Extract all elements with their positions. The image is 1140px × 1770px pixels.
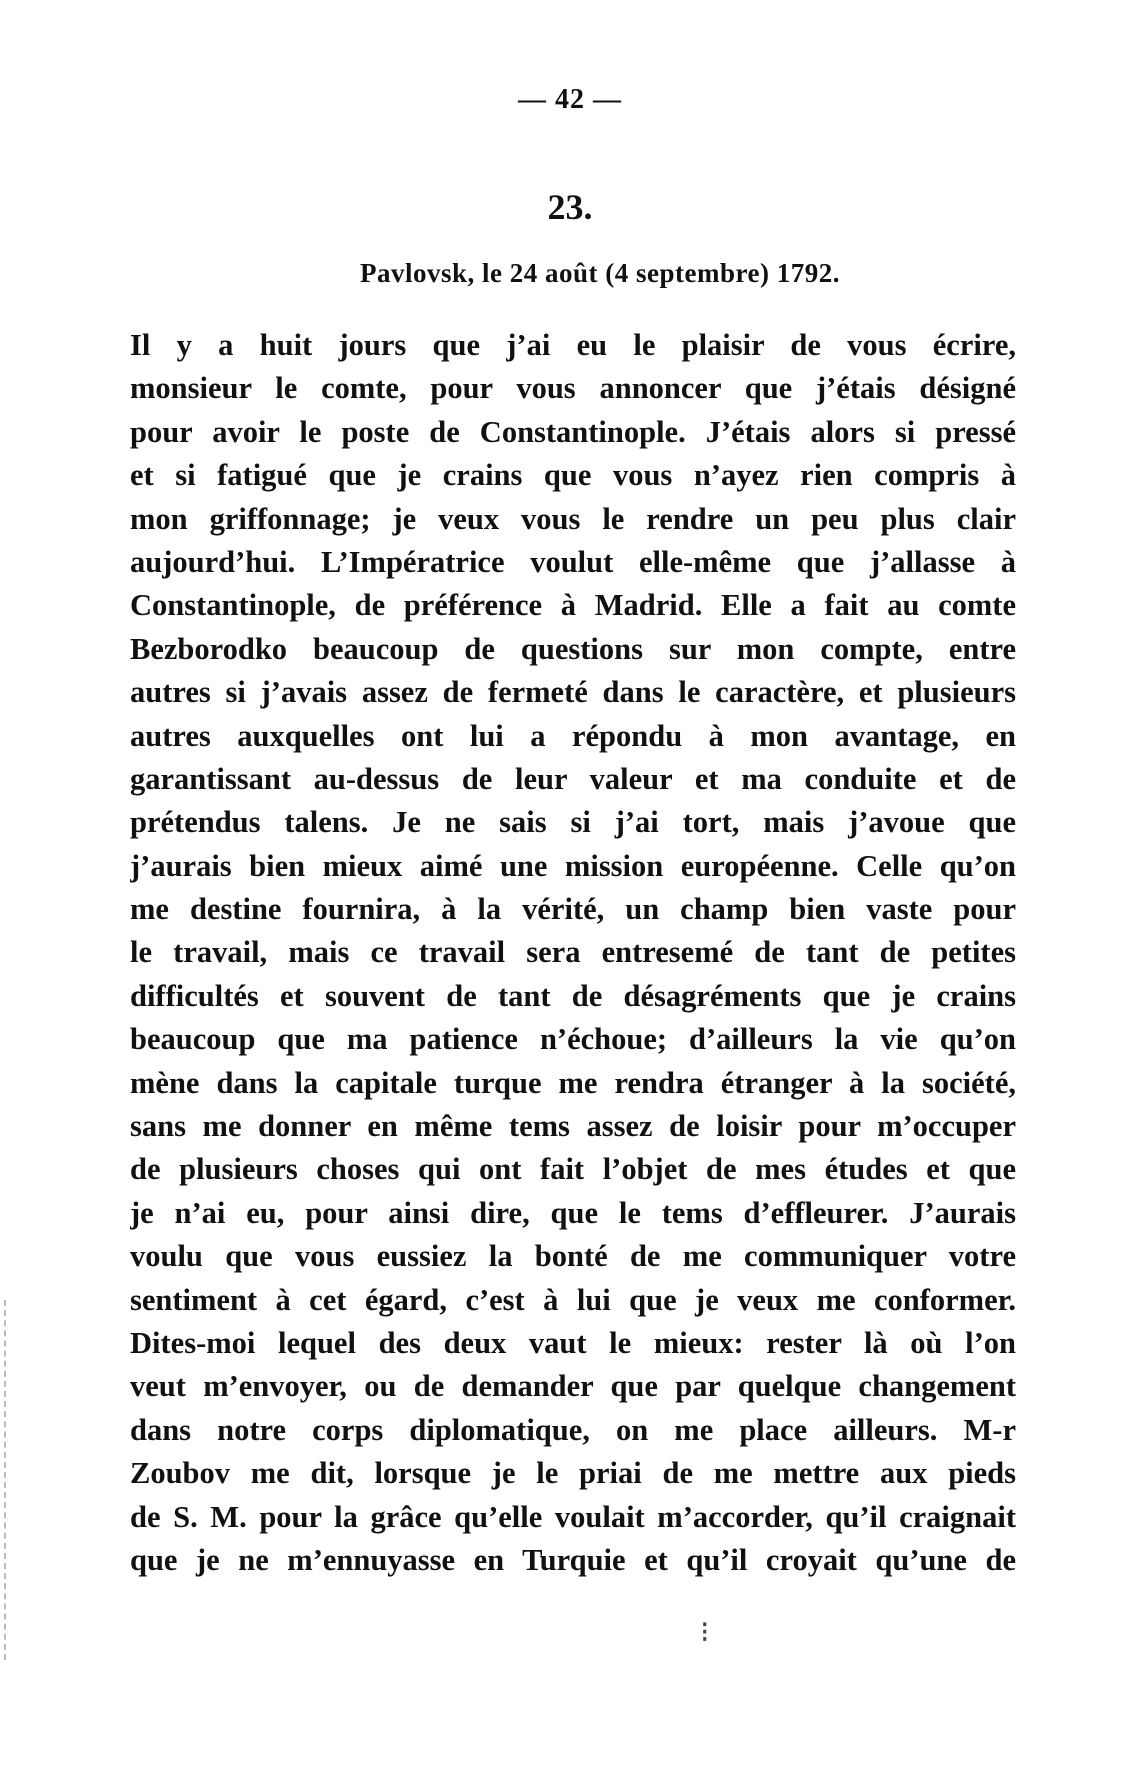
text-line: Constantinople, de préférence à Madrid. Elle a fait au comte	[130, 588, 1016, 623]
text-line: sentiment à cet égard, c’est à lui que je veux me conformer.	[130, 1282, 1016, 1317]
text-line: sans me donner en même tems assez de loisir pour m’occuper	[130, 1109, 1016, 1144]
text-line: dans notre corps diplomatique, on me place ailleurs. M-r	[130, 1412, 1016, 1447]
scan-margin-mark	[4, 1300, 7, 1660]
text-line: Il y a huit jours que j’ai eu le plaisir de vous écrire,	[130, 328, 1016, 362]
text-line: le travail, mais ce travail sera entresemé de tant de petites	[130, 935, 1016, 970]
scan-speck: ⁝	[700, 1616, 710, 1649]
text-line: difficultés et souvent de tant de désagréments que je crains	[130, 978, 1016, 1013]
letter-body	[130, 324, 1016, 1582]
text-line: prétendus talens. Je ne sais si j’ai tort, mais j’avoue que	[130, 805, 1016, 840]
text-line: Bezborodko beaucoup de questions sur mon compte, entre	[130, 631, 1016, 666]
text-line: de plusieurs choses qui ont fait l’objet de mes études et que	[130, 1152, 1016, 1187]
text-line: monsieur le comte, pour vous annoncer que j’étais désigné	[130, 371, 1016, 406]
text-line: Dites-moi lequel des deux vaut le mieux: rester là où l’on	[130, 1325, 1016, 1360]
page-number: — 42 —	[518, 84, 622, 115]
text-line: de S. M. pour la grâce qu’elle voulait m’accorder, qu’il craignait	[130, 1499, 1016, 1534]
text-line: aujourd’hui. L’Impératrice voulut elle-même que j’allasse à	[130, 544, 1016, 579]
text-line: beaucoup que ma patience n’échoue; d’ailleurs la vie qu’on	[130, 1022, 1016, 1057]
text-line: j’aurais bien mieux aimé une mission européenne. Celle qu’on	[130, 848, 1016, 883]
text-line: pour avoir le poste de Constantinople. J’étais alors si pressé	[130, 414, 1016, 449]
text-line: mène dans la capitale turque me rendra étranger à la société,	[130, 1065, 1016, 1100]
dateline: Pavlovsk, le 24 août (4 septembre) 1792.	[360, 258, 840, 288]
text-line: garantissant au-dessus de leur valeur et ma conduite et de	[130, 761, 1016, 796]
text-line: veut m’envoyer, ou de demander que par quelque changement	[130, 1369, 1016, 1404]
text-line: que je ne m’ennuyasse en Turquie et qu’il croyait qu’une de	[130, 1542, 1016, 1577]
text-line: autres auxquelles ont lui a répondu à mon avantage, en	[130, 718, 1016, 753]
letter-number: 23.	[547, 187, 593, 227]
text-line: et si fatigué que je crains que vous n’ayez rien compris à	[130, 458, 1016, 493]
text-line: voulu que vous eussiez la bonté de me communiquer votre	[130, 1239, 1016, 1274]
text-line: me destine fournira, à la vérité, un champ bien vaste pour	[130, 892, 1016, 927]
text-line: Zoubov me dit, lorsque je le priai de me mettre aux pieds	[130, 1456, 1016, 1491]
text-line: je n’ai eu, pour ainsi dire, que le tems d’effleurer. J’aurais	[130, 1195, 1016, 1230]
text-line: autres si j’avais assez de fermeté dans le caractère, et plusieurs	[130, 675, 1016, 710]
text-line: mon griffonnage; je veux vous le rendre un peu plus clair	[130, 501, 1016, 536]
